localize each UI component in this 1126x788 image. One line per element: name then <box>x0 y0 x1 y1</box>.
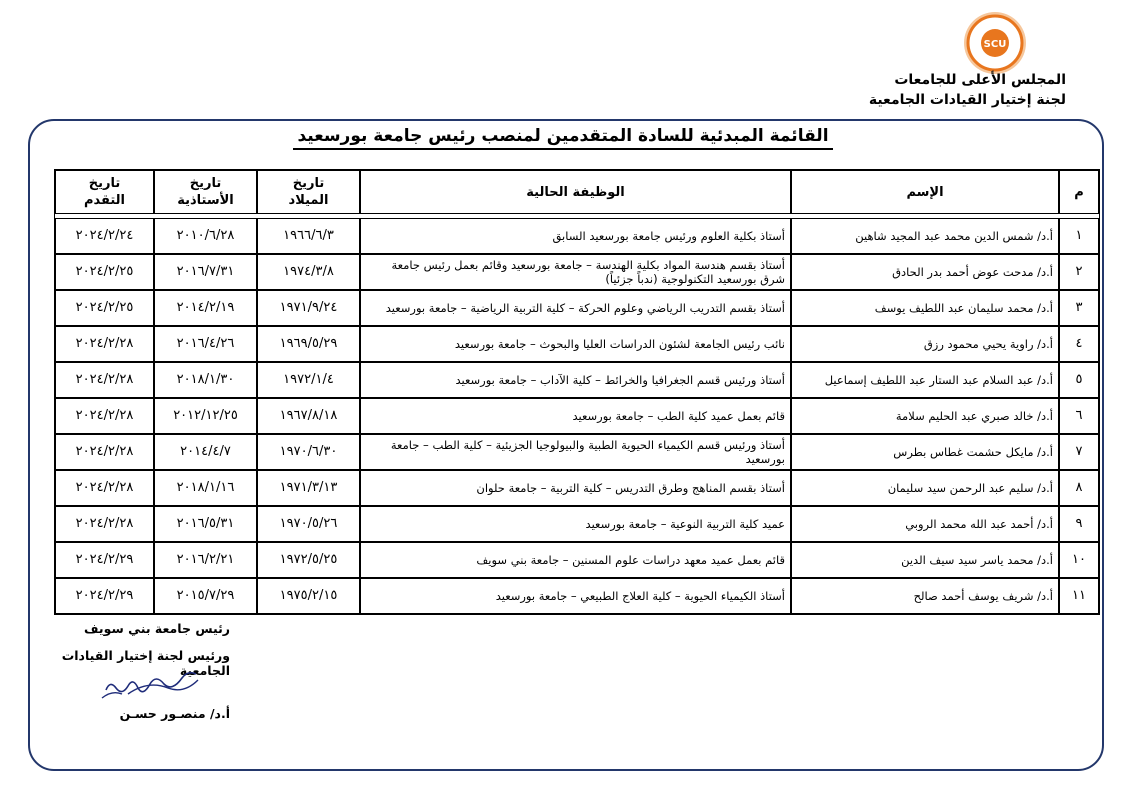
table-row <box>55 362 1099 398</box>
cell-apply: ٢٠٢٤/٢/٢٥ <box>55 290 154 326</box>
cell-prof: ٢٠١٦/٢/٢١ <box>154 542 257 578</box>
cell-birth: ١٩٦٦/٦/٣ <box>257 218 360 254</box>
cell-name: أ.د/ خالد صبري عبد الحليم سلامة <box>791 398 1059 434</box>
cell-apply: ٢٠٢٤/٢/٢٩ <box>55 578 154 614</box>
cell-apply: ٢٠٢٤/٢/٢٨ <box>55 326 154 362</box>
cell-num: ٥ <box>1059 362 1099 398</box>
cell-name: أ.د/ شمس الدين محمد عبد المجيد شاهين <box>791 218 1059 254</box>
header-num: م <box>1059 170 1099 214</box>
cell-num: ٣ <box>1059 290 1099 326</box>
cell-num: ١٠ <box>1059 542 1099 578</box>
cell-birth: ١٩٧٥/٢/١٥ <box>257 578 360 614</box>
cell-birth: ١٩٦٧/٨/١٨ <box>257 398 360 434</box>
cell-prof: ٢٠١٥/٧/٢٩ <box>154 578 257 614</box>
table-row <box>55 434 1099 470</box>
cell-apply: ٢٠٢٤/٢/٢٨ <box>55 398 154 434</box>
supreme-council-logo <box>962 10 1028 76</box>
page-title: القائمة المبدئية للسادة المتقدمين لمنصب رئيس جامعة بورسعيد <box>0 126 1126 146</box>
cell-num: ٢ <box>1059 254 1099 290</box>
cell-name: أ.د/ سليم عبد الرحمن سيد سليمان <box>791 470 1059 506</box>
cell-num: ٦ <box>1059 398 1099 434</box>
cell-prof: ٢٠١٦/٧/٣١ <box>154 254 257 290</box>
cell-birth: ١٩٧٢/١/٤ <box>257 362 360 398</box>
cell-birth: ١٩٧١/٣/١٣ <box>257 470 360 506</box>
cell-job: أستاذ بكلية العلوم ورئيس جامعة بورسعيد السابق <box>360 218 791 254</box>
cell-job: عميد كلية التربية النوعية – جامعة بورسعيد <box>360 506 791 542</box>
cell-prof: ٢٠١٨/١/١٦ <box>154 470 257 506</box>
cell-name: أ.د/ مدحت عوض أحمد بدر الحادق <box>791 254 1059 290</box>
cell-num: ٧ <box>1059 434 1099 470</box>
cell-prof: ٢٠١٤/٤/٧ <box>154 434 257 470</box>
table-header-row <box>55 170 1099 214</box>
cell-birth: ١٩٧٠/٦/٣٠ <box>257 434 360 470</box>
header-birth-date: تاريخ الميلاد <box>257 170 360 214</box>
cell-birth: ١٩٧٤/٣/٨ <box>257 254 360 290</box>
cell-name: أ.د/ راوية يحيي محمود رزق <box>791 326 1059 362</box>
cell-name: أ.د/ عبد السلام عبد الستار عبد اللطيف إسماعيل <box>791 362 1059 398</box>
cell-num: ٤ <box>1059 326 1099 362</box>
cell-prof: ٢٠١٨/١/٣٠ <box>154 362 257 398</box>
signer-committee: ورئيس لجنة إختيار القيادات الجامعية <box>61 648 230 678</box>
cell-birth: ١٩٧١/٩/٢٤ <box>257 290 360 326</box>
cell-apply: ٢٠٢٤/٢/٢٨ <box>55 470 154 506</box>
table-row <box>55 254 1099 290</box>
cell-prof: ٢٠١٦/٥/٣١ <box>154 506 257 542</box>
cell-job: أستاذ الكيمياء الحيوية – كلية العلاج الطبيعي – جامعة بورسعيد <box>360 578 791 614</box>
cell-apply: ٢٠٢٤/٢/٢٥ <box>55 254 154 290</box>
header-name: الإسم <box>791 170 1059 214</box>
cell-num: ١ <box>1059 218 1099 254</box>
header-application-date: تاريخ التقدم <box>55 170 154 214</box>
cell-num: ١١ <box>1059 578 1099 614</box>
cell-apply: ٢٠٢٤/٢/٢٨ <box>55 506 154 542</box>
cell-name: أ.د/ أحمد عبد الله محمد الروبي <box>791 506 1059 542</box>
cell-num: ٩ <box>1059 506 1099 542</box>
cell-job: أستاذ بقسم هندسة المواد بكلية الهندسة – جامعة بورسعيد وقائم بعمل رئيس جامعة شرق بورسعيد التكنولوجية (ندباً جزئياً) <box>360 254 791 290</box>
table-row <box>55 218 1099 254</box>
cell-job: أستاذ بقسم المناهج وطرق التدريس – كلية التربية – جامعة حلوان <box>360 470 791 506</box>
cell-job: قائم بعمل عميد كلية الطب – جامعة بورسعيد <box>360 398 791 434</box>
cell-name: أ.د/ مايكل حشمت غطاس بطرس <box>791 434 1059 470</box>
table-row <box>55 470 1099 506</box>
cell-apply: ٢٠٢٤/٢/٢٨ <box>55 362 154 398</box>
cell-prof: ٢٠١٢/١٢/٢٥ <box>154 398 257 434</box>
table-row <box>55 398 1099 434</box>
cell-apply: ٢٠٢٤/٢/٢٨ <box>55 434 154 470</box>
cell-birth: ١٩٧٢/٥/٢٥ <box>257 542 360 578</box>
cell-prof: ٢٠١٤/٢/١٩ <box>154 290 257 326</box>
table-row <box>55 578 1099 614</box>
cell-name: أ.د/ محمد سليمان عبد اللطيف يوسف <box>791 290 1059 326</box>
cell-birth: ١٩٦٩/٥/٢٩ <box>257 326 360 362</box>
cell-job: أستاذ ورئيس قسم الجغرافيا والخرائط – كلية الآداب – جامعة بورسعيد <box>360 362 791 398</box>
table-row <box>55 290 1099 326</box>
cell-job: أستاذ بقسم التدريب الرياضي وعلوم الحركة – كلية التربية الرياضية – جامعة بورسعيد <box>360 290 791 326</box>
cell-num: ٨ <box>1059 470 1099 506</box>
signer-title: رئيس جامعة بني سويف <box>84 621 230 636</box>
cell-job: أستاذ ورئيس قسم الكيمياء الحيوية الطبية والبيولوجيا الجزيئية – كلية الطب – جامعة بورسعيد <box>360 434 791 470</box>
cell-job: نائب رئيس الجامعة لشئون الدراسات العليا والبحوث – جامعة بورسعيد <box>360 326 791 362</box>
signer-name: أ.د/ منصـور حسـن <box>119 706 230 721</box>
org-name: المجلس الأعلى للجامعات <box>894 72 1066 88</box>
table-row <box>55 506 1099 542</box>
cell-apply: ٢٠٢٤/٢/٢٩ <box>55 542 154 578</box>
handwritten-signature <box>98 660 208 705</box>
cell-prof: ٢٠١٦/٤/٢٦ <box>154 326 257 362</box>
cell-job: قائم بعمل عميد معهد دراسات علوم المسنين – جامعة بني سويف <box>360 542 791 578</box>
cell-birth: ١٩٧٠/٥/٢٦ <box>257 506 360 542</box>
cell-prof: ٢٠١٠/٦/٢٨ <box>154 218 257 254</box>
cell-name: أ.د/ محمد ياسر سيد سيف الدين <box>791 542 1059 578</box>
header-professorship-date: تاريخ الأستاذية <box>154 170 257 214</box>
applicants-table <box>54 169 1100 615</box>
table-row <box>55 326 1099 362</box>
table-row <box>55 542 1099 578</box>
cell-apply: ٢٠٢٤/٢/٢٤ <box>55 218 154 254</box>
cell-name: أ.د/ شريف يوسف أحمد صالح <box>791 578 1059 614</box>
committee-name: لجنة إختيار القيادات الجامعية <box>868 92 1066 108</box>
header-job: الوظيفة الحالية <box>360 170 791 214</box>
logo-text: SCU <box>983 39 1007 50</box>
